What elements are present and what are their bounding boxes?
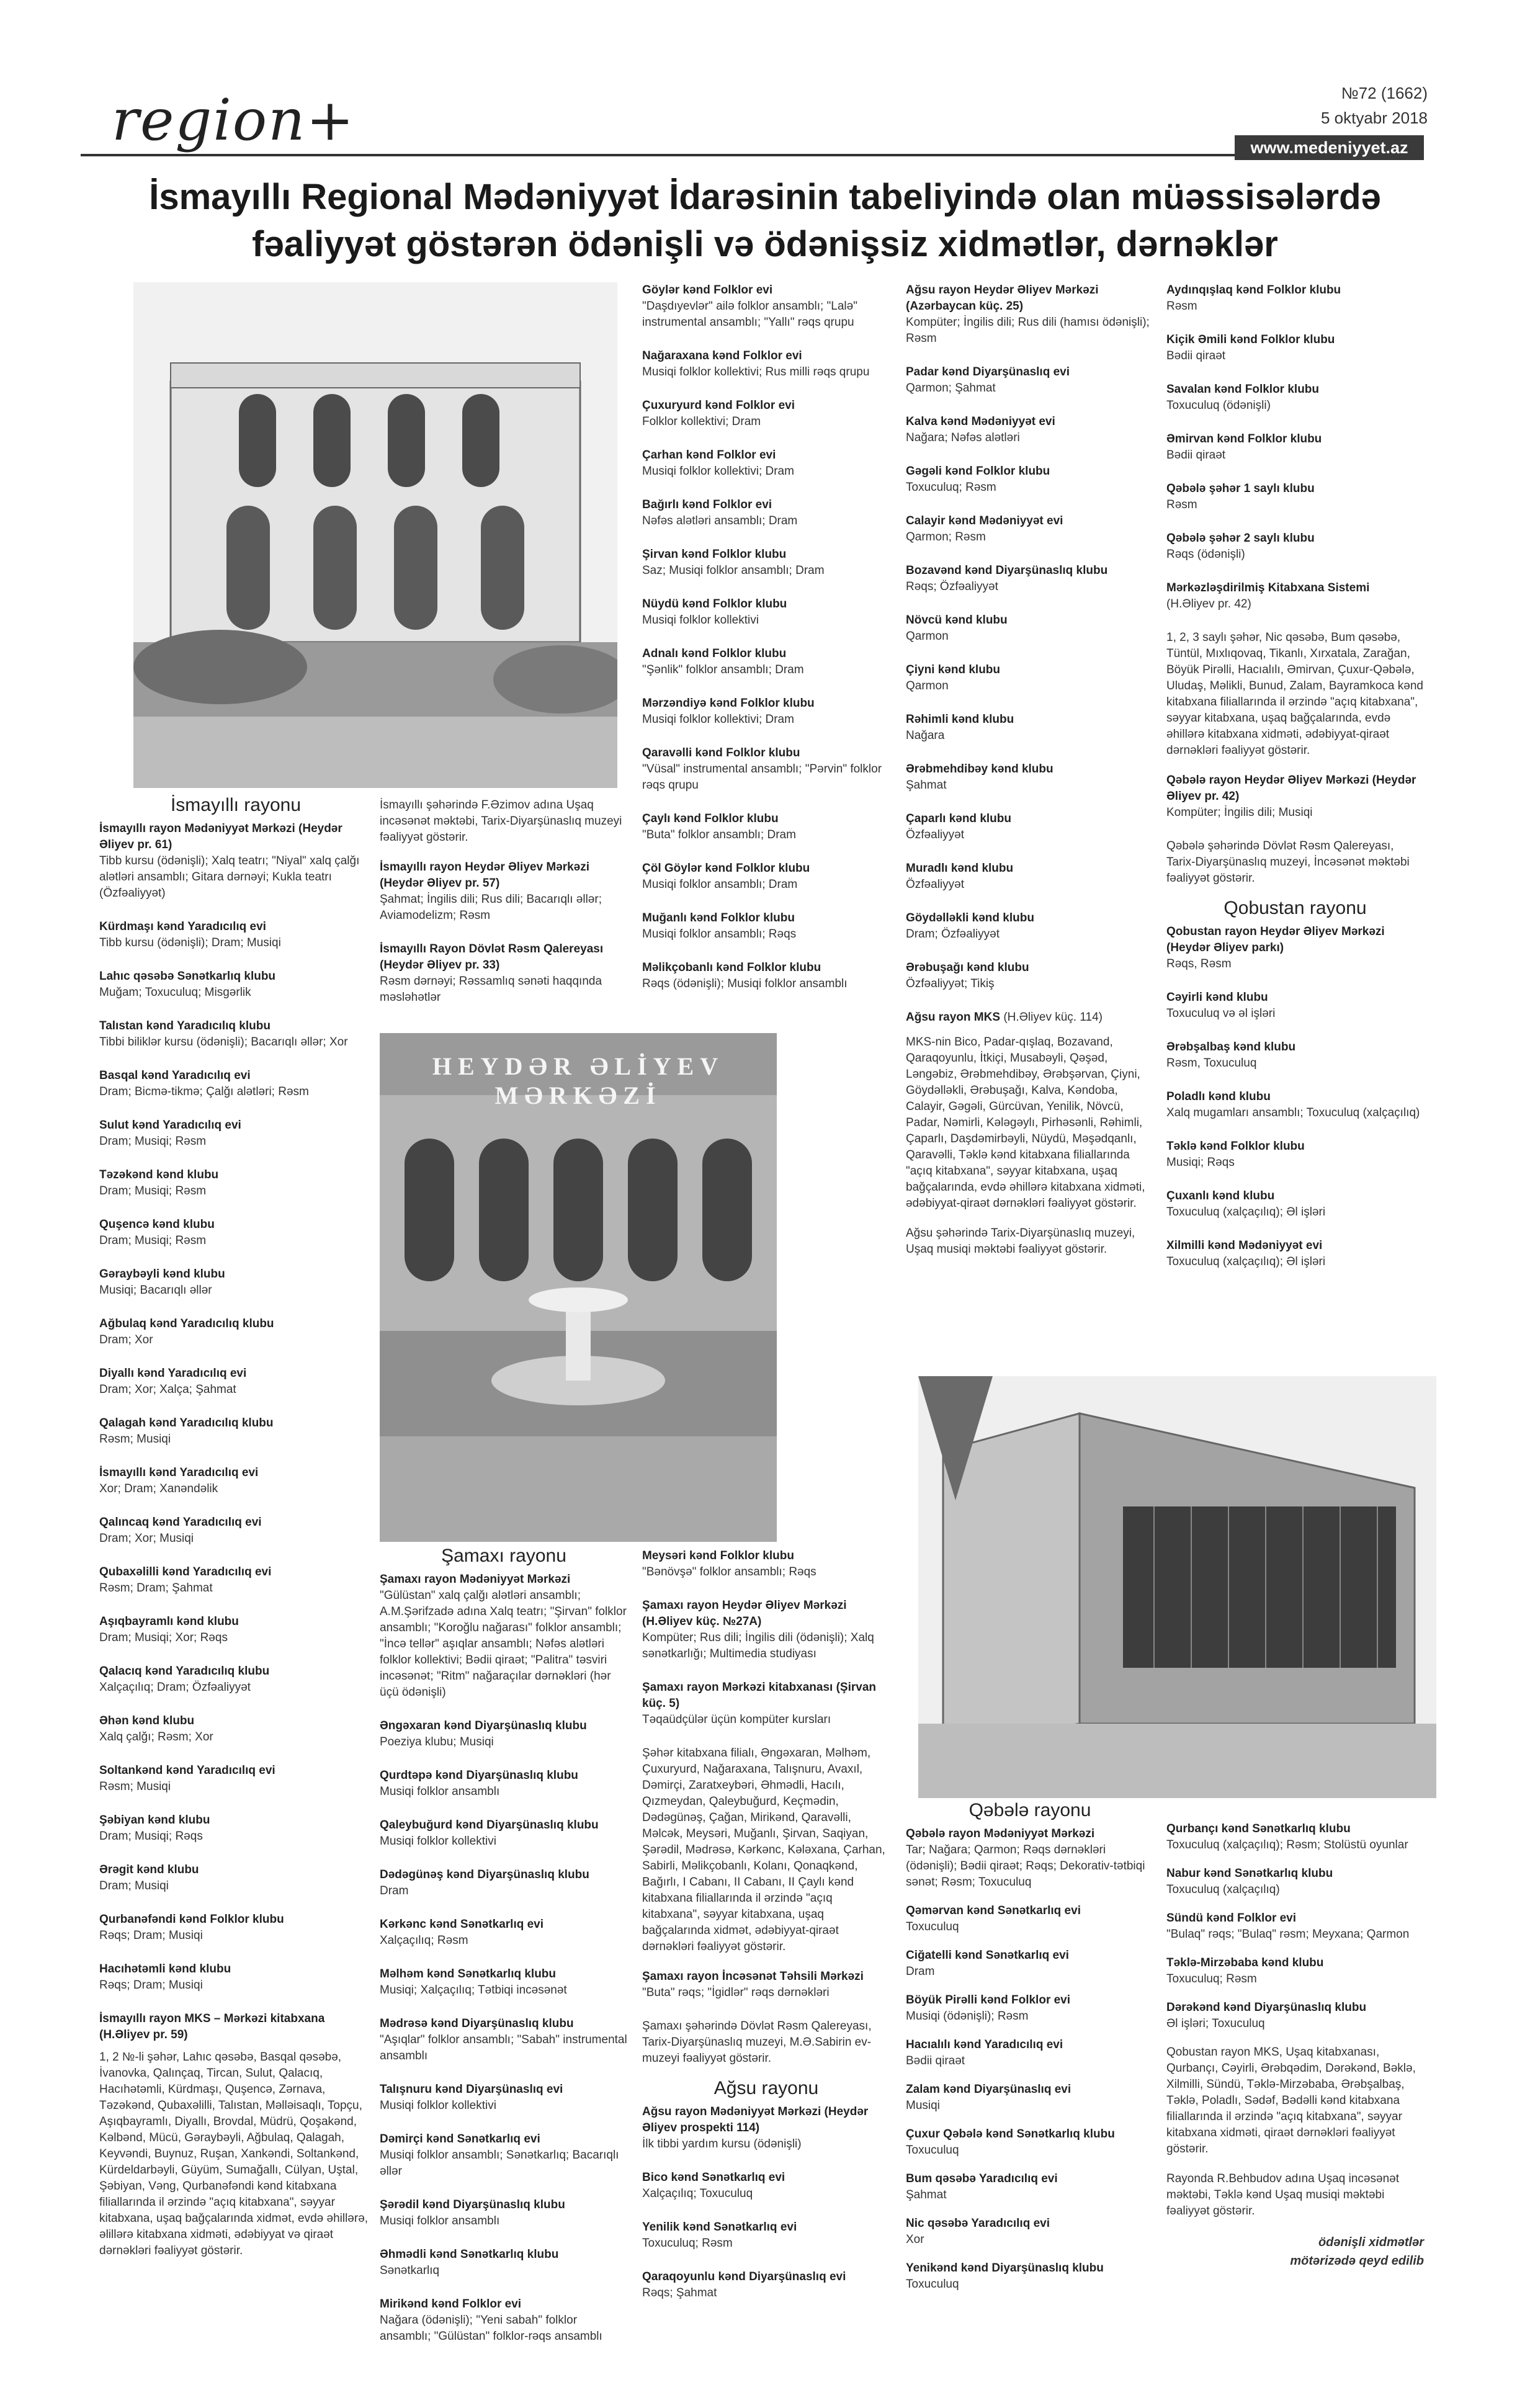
list-item: Qalıncaq kənd Yaradıcılıq evi Dram; Xor; Musiqi xyxy=(99,1516,262,1545)
list-item: Talıstan kənd Yaradıcılıq klubu Tibbi biliklər kursu (ödənişli); Bacarıqlı əllər; Xor xyxy=(99,1019,348,1049)
list-item: Ciğatelli kənd Sənətkarlıq evi Dram xyxy=(906,1949,1069,1978)
page-headline xyxy=(93,174,1437,268)
list-item: Çiyni kənd klubu Qarmon xyxy=(906,663,1001,692)
list-item: Aşıqbayramlı kənd klubu Dram; Musiqi; Xor; Rəqs xyxy=(99,1615,239,1644)
list-item: Böyük Pirəlli kənd Folklor evi Musiqi (ödənişli); Rəsm xyxy=(906,1994,1071,2023)
qabala-closing: Qəbələ şəhərində Dövlət Rəsm Qalereyası, Tarix-Diyarşünaslıq muzeyi, İncəsənət məktəbi fəaliyyət göstərir. xyxy=(1166,839,1410,885)
list-item: Qəbələ rayon Mədəniyyət Mərkəzi Tar; Nağara; Qarmon; Rəqs dərnəkləri (ödənişli); Bədii qiraət; Rəqs; Dekorativ-tətbiqi sənət; Rəsm; Toxuculuq xyxy=(906,1827,1145,1889)
region-heading-samaxi: Şamaxı rayonu xyxy=(441,1546,566,1566)
list-item: Sulut kənd Yaradıcılıq evi Dram; Musiqi; Rəsm xyxy=(99,1119,241,1148)
list-item: Kiçik Əmili kənd Folklor klubu Bədii qiraət xyxy=(1166,333,1335,362)
list-item: Təklə kənd Folklor klubu Musiqi; Rəqs xyxy=(1166,1140,1305,1169)
list-item: Mərkəzləşdirilmiş Kitabxana Sistemi (H.Əliyev pr. 42) xyxy=(1166,581,1370,611)
list-item: Çarhan kənd Folklor evi Musiqi folklor kollektivi; Dram xyxy=(642,449,794,478)
column-agsu-entries xyxy=(906,282,1154,1271)
list-item: Poladlı kənd klubu Xalq mugamları ansamblı; Toxuculuq (xalçaçılıq) xyxy=(1166,1090,1420,1119)
list-item: Çuxuryurd kənd Folklor evi Folklor kollektivi; Dram xyxy=(642,399,795,428)
list-item: Calayir kənd Mədəniyyət evi Qarmon; Rəsm xyxy=(906,514,1063,544)
column-ismayilli xyxy=(99,797,372,2273)
list-item: Yenilik kənd Sənətkarlıq evi Toxuculuq; Rəsm xyxy=(642,2221,797,2250)
list-item: Nağaraxana kənd Folklor evi Musiqi folklor kollektivi; Rus milli rəqs qrupu xyxy=(642,349,870,378)
list-item: Rəhimli kənd klubu Nağara xyxy=(906,713,1014,742)
list-item: Təzəkənd kənd klubu Dram; Musiqi; Rəsm xyxy=(99,1168,219,1197)
list-item: Çaparlı kənd klubu Özfəaliyyət xyxy=(906,812,1011,841)
issue-number: №72 (1662) xyxy=(1341,84,1428,102)
photo-culture-center-building xyxy=(133,282,617,788)
center-sign-text: HEYDƏR ƏLİYEV MƏRKƏZİ xyxy=(432,1052,725,1109)
list-item: Şamaxı rayon Heydər Əliyev Mərkəzi (H.Əliyev küç. №27A) Kompüter; Rus dili; İngilis dili (ödənişli); Xalq sənətkarlığı; Multimedia studiyası xyxy=(642,1599,874,1660)
list-item: Zalam kənd Diyarşünaslıq evi Musiqi xyxy=(906,2083,1071,2112)
region-heading-ismayilli: İsmayıllı rayonu xyxy=(170,795,302,815)
list-item: Nüydü kənd Folklor klubu Musiqi folklor kollektivi xyxy=(642,598,787,627)
list-item: Göylər kənd Folklor evi "Daşdıyevlər" ailə folklor ansamblı; "Lalə" instrumental ansamblı; "Yallı" rəqs qrupu xyxy=(642,284,857,329)
region-heading-agsu: Ağsu rayonu xyxy=(714,2078,819,2098)
issue-info xyxy=(1321,81,1428,130)
list-item: Adnalı kənd Folklor klubu "Şənlik" folklor ansamblı; Dram xyxy=(642,647,804,676)
list-item: Mirikənd kənd Folklor evi Nağara (ödənişli); "Yeni sabah" folklor ansamblı; "Gülüstan" folklor-rəqs ansamblı xyxy=(380,2298,602,2343)
column-samaxi xyxy=(380,1548,628,2362)
note-line-1: ödənişli xidmətlər xyxy=(1318,2236,1424,2249)
list-item: Ərəgit kənd klubu Dram; Musiqi xyxy=(99,1863,199,1892)
samaxi-closing: Şamaxı şəhərində Dövlət Rəsm Qalereyası, Tarix-Diyarşünaslıq muzeyi, M.Ə.Sabirin ev-muzeyi fəaliyyət göstərir. xyxy=(642,2020,872,2065)
list-item: Kalva kənd Mədəniyyət evi Nağara; Nəfəs alətləri xyxy=(906,415,1055,444)
qobustan-library-text: Qobustan rayon MKS, Uşaq kitabxanası, Qurbançı, Cəyirli, Ərəbqədim, Dərəkənd, Bəklə, Xilmilli, Sündü, Təklə-Mirzəbaba, Ərəbşalbaş, Təklə, Poladlı, Sədəf, Bədəlli kənd kitabxana filiallarında il ərzində "açıq kitabxana", səyyar kitabxana xidməti, qiraət dərnəkləri fəaliyyət göstərir. xyxy=(1166,2046,1416,2155)
list-item: Gəraybəyli kənd klubu Musiqi; Bacarıqlı əllər xyxy=(99,1268,225,1297)
note-line-2: mötərizədə qeyd edilib xyxy=(1290,2254,1424,2268)
column-qobustan-villages xyxy=(1166,1821,1424,2270)
list-item: Padar kənd Diyarşünaslıq evi Qarmon; Şahmat xyxy=(906,365,1070,395)
list-item: İsmayıllı kənd Yaradıcılıq evi Xor; Dram; Xanəndəlik xyxy=(99,1466,259,1495)
masthead-rule xyxy=(81,154,1424,156)
list-item: Hacıhətəmli kənd klubu Rəqs; Dram; Musiqi xyxy=(99,1963,231,1992)
list-item: İsmayıllı Rayon Dövlət Rəsm Qalereyası (Heydər Əliyev pr. 33) Rəsm dərnəyi; Rəssamlıq sənəti haqqında məsləhətlər xyxy=(380,942,604,1004)
list-item: Ərəbşalbaş kənd klubu Rəsm, Toxuculuq xyxy=(1166,1041,1296,1070)
qobustan-closing: Rayonda R.Behbudov adına Uşaq incəsənət məktəbi, Təklə kənd Uşaq musiqi məktəbi fəaliyyət göstərir. xyxy=(1166,2172,1399,2218)
list-item: Ağsu rayon Heydər Əliyev Mərkəzi (Azərbaycan küç. 25) Kompüter; İngilis dili; Rus dili (hamısı ödənişli); Rəsm xyxy=(906,284,1150,345)
list-item: Qəbələ rayon Heydər Əliyev Mərkəzi (Heydər Əliyev pr. 42) Kompüter; İngilis dili; Musiqi xyxy=(1166,774,1416,819)
list-item: Nabur kənd Sənətkarlıq klubu Toxuculuq (xalçaçılıq) xyxy=(1166,1867,1333,1896)
list-item: Şamaxı rayon Mədəniyyət Mərkəzi "Gülüstan" xalq çalğı alətləri ansamblı; A.M.Şərifzadə adına Xalq teatrı; "Şirvan" folklor ansamblı; "Koroğlu nağarası" folklor ansamblı; "İncə tellər" aşıqlar ansamblı; Nəfəs alətləri folklor kollektivi; Bədii qiraət; "Palitra" təsviri incəsənət; "Ritm" nağaraçılar dərnəkləri (hər üçü ödənişli) xyxy=(380,1573,627,1699)
headline-line-1: İsmayıllı Regional Mədəniyyət İdarəsinin tabeliyində olan müəssisələrdə xyxy=(149,177,1381,217)
region-heading-qobustan: Qobustan rayonu xyxy=(1224,898,1367,918)
paid-services-note xyxy=(1166,2233,1424,2270)
list-item: Basqal kənd Yaradıcılıq evi Dram; Bicmə-tikmə; Çalğı alətləri; Rəsm xyxy=(99,1069,309,1098)
list-item: Cəyirli kənd klubu Toxuculuq və əl işləri xyxy=(1166,991,1276,1020)
list-item: Ərəbuşağı kənd klubu Özfəaliyyət; Tikiş xyxy=(906,961,1029,990)
list-item: Lahıc qəsəbə Sənətkarlıq klubu Muğam; Toxuculuq; Misgərlik xyxy=(99,970,276,999)
list-item: İsmayıllı rayon Heydər Əliyev Mərkəzi (Heydər Əliyev pr. 57) Şahmat; İngilis dili; Rus dili; Bacarıqlı əllər; Aviamodelizm; Rəsm xyxy=(380,861,602,922)
list-item: Soltankənd kənd Yaradıcılıq evi Rəsm; Musiqi xyxy=(99,1764,275,1793)
list-item: Ağsu rayon MKS (H.Əliyev küç. 114) xyxy=(906,1011,1103,1024)
list-item: Məlikçobanlı kənd Folklor klubu Rəqs (ödənişli); Musiqi folklor ansamblı xyxy=(642,961,848,990)
list-item: Mədrəsə kənd Diyarşünaslıq klubu "Aşıqlar" folklor ansamblı; "Sabah" instrumental ansamblı xyxy=(380,2017,627,2062)
list-item: Bum qəsəbə Yaradıcılıq evi Şahmat xyxy=(906,2172,1058,2201)
list-item: Qalacıq kənd Yaradıcılıq klubu Xalçaçılıq; Dram; Özfəaliyyət xyxy=(99,1665,270,1694)
list-item: Qaravəlli kənd Folklor klubu "Vüsal" instrumental ansamblı; "Pərvin" folklor rəqs qrupu xyxy=(642,746,882,792)
photo-heydar-aliyev-center xyxy=(380,1033,777,1542)
list-item: Qəmərvan kənd Sənətkarlıq evi Toxuculuq xyxy=(906,1904,1081,1933)
list-item: Qaleybuğurd kənd Diyarşünaslıq klubu Musiqi folklor kollektivi xyxy=(380,1819,599,1848)
gabala-illustration xyxy=(918,1376,1436,1798)
list-item: Qəbələ şəhər 1 saylı klubu Rəsm xyxy=(1166,482,1315,511)
list-item: Muğanlı kənd Folklor klubu Musiqi folklor ansamblı; Rəqs xyxy=(642,911,797,941)
list-item: Növcü kənd klubu Qarmon xyxy=(906,614,1008,643)
list-item: Meysəri kənd Folklor klubu "Bənövşə" folklor ansamblı; Rəqs xyxy=(642,1549,816,1578)
list-item: Qaraqoyunlu kənd Diyarşünaslıq evi Rəqs; Şahmat xyxy=(642,2270,846,2299)
section-logo: region+ xyxy=(112,87,356,153)
list-item: Ağsu rayon Mədəniyyət Mərkəzi (Heydər Əliyev prospekti 114) İlk tibbi yardım kursu (ödənişli) xyxy=(642,2105,869,2151)
list-item: Yenikənd kənd Diyarşünaslıq klubu Toxuculuq xyxy=(906,2262,1104,2291)
list-item: Qurbançı kənd Sənətkarlıq klubu Toxuculuq (xalçaçılıq); Rəsm; Stolüstü oyunlar xyxy=(1166,1822,1408,1851)
list-item: Qubaxəlilli kənd Yaradıcılıq evi Rəsm; Dram; Şahmat xyxy=(99,1565,272,1595)
list-item: Ağbulaq kənd Yaradıcılıq klubu Dram; Xor xyxy=(99,1317,274,1346)
list-item: Qalagah kənd Yaradıcılıq klubu Rəsm; Musiqi xyxy=(99,1417,274,1446)
issue-date: 5 oktyabr 2018 xyxy=(1320,109,1428,127)
list-item: Nic qəsəbə Yaradıcılıq evi Xor xyxy=(906,2217,1050,2246)
list-item: Şirvan kənd Folklor klubu Saz; Musiqi folklor ansamblı; Dram xyxy=(642,548,825,577)
building-illustration xyxy=(133,282,617,788)
agsu-library-text: MKS-nin Bico, Padar-qışlaq, Bozavand, Qaraqoyunlu, İtkiçi, Musabəyli, Qəşəd, Ləngəbiz, Ərəbmehdibəy, Ərəbşərvan, Çiyni, Göydəlləkli, Ərəbuşağı, Kalva, Kəndoba, Calayir, Gəgəli, Gürcüvan, Yenilik, Növcü, Padar, Nəmirli, Kələgəylı, Pirhəsənli, Rəhimli, Çaparlı, Daşdəmirbəyli, Nüydü, Məşədqanlı, Qaravəlli, Təklə kənd kitabxana filiallarında "açıq kitabxana", səyyar kitabxana, uşaq bağçalarında, evdə əhillərə kitabxana xidməti, ədəbiyyat-qiraət dərnəkləri fəaliyyət göstərir. xyxy=(906,1036,1145,1210)
list-item: Dəmirçi kənd Sənətkarlıq evi Musiqi folklor ansamblı; Sənətkarlıq; Bacarıqlı əllər xyxy=(380,2133,619,2178)
list-item: Sündü kənd Folklor evi "Bulaq" rəqs; "Bulaq" rəsm; Meyxana; Qarmon xyxy=(1166,1912,1410,1941)
list-item: Əhmədli kənd Sənətkarlıq klubu Sənətkarlıq xyxy=(380,2248,559,2277)
list-item: Göydəlləkli kənd klubu Dram; Özfəaliyyət xyxy=(906,911,1034,941)
list-item: Ərəbmehdibəy kənd klubu Şahmat xyxy=(906,763,1054,792)
list-item: Əhən kənd klubu Xalq çalğı; Rəsm; Xor xyxy=(99,1714,213,1743)
list-item: Savalan kənd Folklor klubu Toxuculuq (ödənişli) xyxy=(1166,383,1320,412)
list-item: İsmayıllı rayon MKS – Mərkəzi kitabxana (H.Əliyev pr. 59) xyxy=(99,2012,325,2041)
list-item: Şamaxı rayon İncəsənət Təhsili Mərkəzi "Buta" rəqs; "İgidlər" rəqs dərnəkləri xyxy=(642,1970,864,1999)
list-item: Hacıalılı kənd Yaradıcılıq evi Bədii qiraət xyxy=(906,2038,1063,2067)
list-item: Bağırlı kənd Folklor evi Nəfəs alətləri ansamblı; Dram xyxy=(642,498,798,527)
list-item: Əmirvan kənd Folklor klubu Bədii qiraət xyxy=(1166,432,1322,462)
list-item: Qəbələ şəhər 2 saylı klubu Rəqs (ödənişli) xyxy=(1166,532,1315,561)
samaxi-branches-text: Şəhər kitabxana filialı, Əngəxaran, Məlhəm, Çuxuryurd, Nağaraxana, Talışnuru, Avaxıl, Dəmirçi, Zaratxeybəri, Əhmədli, Hacılı, Qızmeydan, Qaleybuğurd, Keçmədin, Dədəgünəş, Çağan, Mirikənd, Qaravəlli, Məlcək, Meysəri, Muğanlı, Şirvan, Saqiyan, Şərədil, Mədrəsə, Kərkənc, Kələxana, Çarhan, Sabirli, Məlikçobanlı, Kolanı, Qonaqkənd, Bağırlı, I Cabanı, II Cabanı, II Çaylı kənd kitabxana filiallarında il ərzində "açıq kitabxana", səyyar kitabxana, uşaq bağçalarında xidmət, ədəbiyyat-qiraət dərnəkləri fəaliyyət göstərir. xyxy=(642,1747,885,1953)
list-item: Aydınqışlaq kənd Folklor klubu Rəsm xyxy=(1166,284,1341,313)
qabala-library-text: 1, 2, 3 saylı şəhər, Nic qəsəbə, Bum qəsəbə, Tüntül, Mıxlıqovaq, Tikanlı, Xırxatala, Zarağan, Böyük Pirəlli, Hacıalılı, Əmirvan, Çuxur-Qəbələ, Uludaş, Məlikli, Bunud, Zalam, Bayramkoca kənd kitabxana filiallarında il ərzində "açıq kitabxana", səyyar kitabxana, uşaq bağçalarında, evdə əhillərə kitabxana xidməti, ədəbiyyat-qiraət dərnəkləri fəaliyyət göstərir. xyxy=(1166,631,1423,757)
list-item: Dərəkənd kənd Diyarşünaslıq klubu Əl işləri; Toxuculuq xyxy=(1166,2001,1367,2030)
list-item: Gəgəli kənd Folklor klubu Toxuculuq; Rəsm xyxy=(906,465,1050,494)
column-ismayilli-continued xyxy=(380,797,628,1023)
list-item: Xilmilli kənd Mədəniyyət evi Toxuculuq (xalçaçılıq); Əl işləri xyxy=(1166,1239,1326,1268)
list-item: Kürdmaşı kənd Yaradıcılıq evi Tibb kursu (ödənişli); Dram; Musiqi xyxy=(99,920,281,949)
list-item: Çuxur Qəbələ kənd Sənətkarlıq klubu Toxuculuq xyxy=(906,2128,1115,2157)
region-heading-qabala: Qəbələ rayonu xyxy=(969,1800,1091,1820)
list-item: Əngəxaran kənd Diyarşünaslıq klubu Poeziya klubu; Musiqi xyxy=(380,1719,587,1748)
column-samaxi-continued xyxy=(642,1548,890,2319)
list-item: Quşencə kənd klubu Dram; Musiqi; Rəsm xyxy=(99,1218,215,1247)
list-item: Şamaxı rayon Mərkəzi kitabxanası (Şirvan küç. 5) Təqaüdçülər üçün kompüter kursları xyxy=(642,1681,877,1726)
list-item: Təklə-Mirzəbaba kənd klubu Toxuculuq; Rəsm xyxy=(1166,1956,1324,1985)
list-item: Qurdtəpə kənd Diyarşünaslıq klubu Musiqi folklor ansamblı xyxy=(380,1769,578,1798)
list-item: İsmayıllı rayon Mədəniyyət Mərkəzi (Heydər Əliyev pr. 61) Tibb kursu (ödənişli); Xalq teatrı; "Niyal" xalq çalğı alətləri ansamblı; Gitara dərnəyi; Kukla teatrı (Özfəaliyyət) xyxy=(99,822,360,900)
column-qabala-qobustan xyxy=(1166,282,1424,1287)
list-item: Dədəgünəş kənd Diyarşünaslıq klubu Dram xyxy=(380,1868,589,1897)
list-item: Şəbiyan kənd klubu Dram; Musiqi; Rəqs xyxy=(99,1814,210,1843)
headline-line-2: fəaliyyət göstərən ödənişli və ödənişsiz xidmətlər, dərnəklər xyxy=(252,224,1278,264)
column-ismayilli-folklore xyxy=(642,282,890,1009)
list-item: Çöl Göylər kənd Folklor klubu Musiqi folklor ansamblı; Dram xyxy=(642,862,810,891)
list-item: Qobustan rayon Heydər Əliyev Mərkəzi (Heydər Əliyev parkı) Rəqs, Rəsm xyxy=(1166,925,1385,970)
list-item: Talışnuru kənd Diyarşünaslıq evi Musiqi folklor kollektivi xyxy=(380,2083,563,2112)
list-item: Qurbanəfəndi kənd Folklor klubu Rəqs; Dram; Musiqi xyxy=(99,1913,284,1942)
website-badge: www.medeniyyet.az xyxy=(1235,135,1424,160)
list-item: Şərədil kənd Diyarşünaslıq klubu Musiqi folklor ansamblı xyxy=(380,2198,565,2227)
list-item: Çuxanlı kənd klubu Toxuculuq (xalçaçılıq); Əl işləri xyxy=(1166,1189,1326,1219)
column-qabala xyxy=(906,1802,1154,2305)
agsu-closing: Ağsu şəhərində Tarix-Diyarşünaslıq muzeyi, Uşaq musiqi məktəbi fəaliyyət göstərir. xyxy=(906,1227,1135,1256)
photo-gabala-culture-center xyxy=(918,1376,1436,1798)
ismayilli-intro: İsmayıllı şəhərində F.Əzimov adına Uşaq incəsənət məktəbi, Tarix-Diyarşünaslıq muzeyi fəaliyyət göstərir. xyxy=(380,799,622,844)
list-item: Kərkənc kənd Sənətkarlıq evi Xalçaçılıq; Rəsm xyxy=(380,1918,544,1947)
list-item: Diyallı kənd Yaradıcılıq evi Dram; Xor; Xalça; Şahmat xyxy=(99,1367,247,1396)
list-item: Bico kənd Sənətkarlıq evi Xalçaçılıq; Toxuculuq xyxy=(642,2171,785,2200)
list-item: Muradlı kənd klubu Özfəaliyyət xyxy=(906,862,1014,891)
ismayilli-library-text: 1, 2 №-li şəhər, Lahıc qəsəbə, Basqal qəsəbə, İvanovka, Qalınçaq, Tircan, Sulut, Qalacıq, Hacıhətəmli, Kürdmaşı, Quşencə, Zərnava, Təzəkənd, Qubaxəlilli, Talıstan, Məlləisaqlı, Topçu, Aşıqbayramlı, Diyallı, Brovdal, Müdrü, Qoşakənd, Kəlbənd, Mücü, Gəraybəyli, Ağbulaq, Qalagah, Keyvəndi, Buynuz, Ruşan, Xankəndi, Soltankənd, Kürdeldarbəyli, Güyüm, Sumağallı, Cülyan, Uştal, Şəbiyan, Vəng, Qurbanəfəndi kənd kitabxana filiallarında il ərzində "açıq kitabxana", səyyar kitabxana, uşaq bağçalarında xidmət, evdə əhillərə, əlillərə kitabxana xidməti, ədəbiyyat və qiraət dərnəkləri fəaliyyət göstərir. xyxy=(99,2051,369,2257)
list-item: Məlhəm kənd Sənətkarlıq klubu Musiqi; Xalçaçılıq; Tətbiqi incəsənət xyxy=(380,1967,567,1997)
list-item: Çaylı kənd Folklor klubu "Buta" folklor ansamblı; Dram xyxy=(642,812,796,841)
list-item: Mərzəndiyə kənd Folklor klubu Musiqi folklor kollektivi; Dram xyxy=(642,697,815,726)
list-item: Bozavənd kənd Diyarşünaslıq klubu Rəqs; Özfəaliyyət xyxy=(906,564,1108,593)
